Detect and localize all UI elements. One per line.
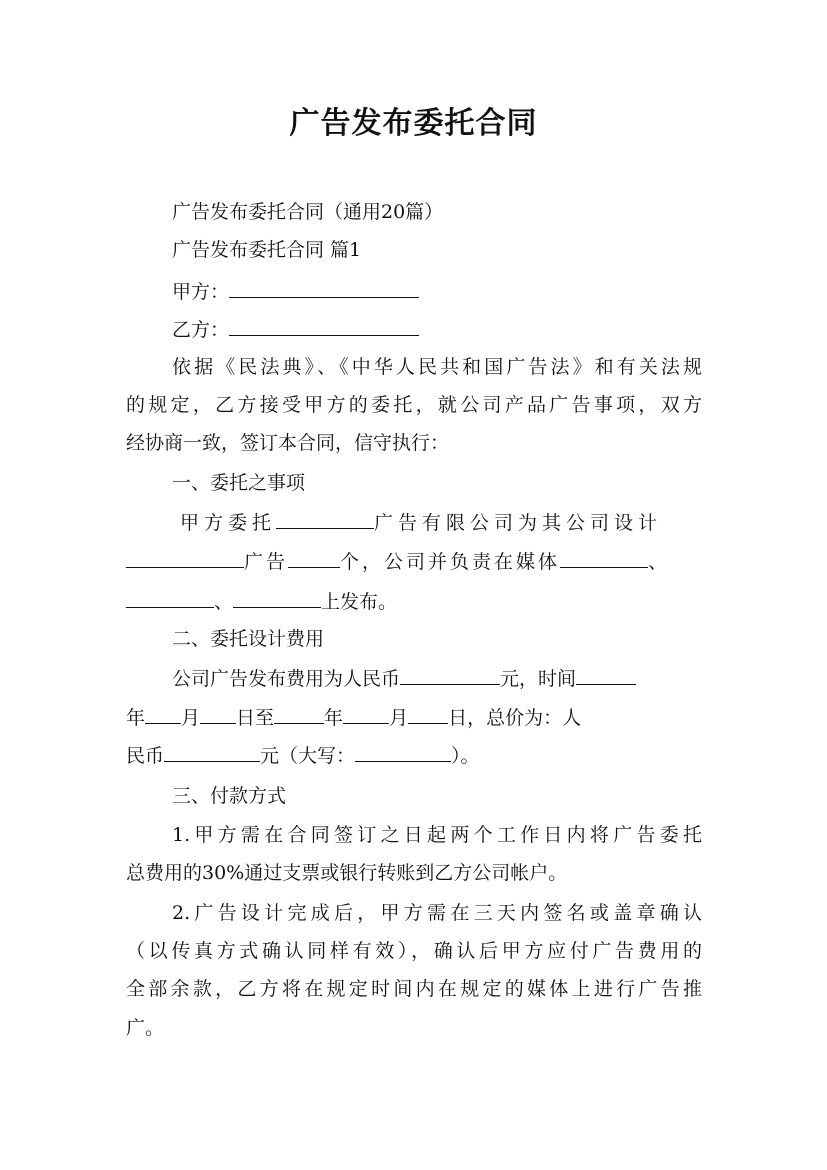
paragraph-line: 2.广告设计完成后，甲方需在三天内签名或盖章确认 — [172, 902, 702, 924]
text-segment: ）。 — [451, 745, 480, 767]
section-heading-1: 广告发布委托合同 篇1 — [172, 239, 362, 261]
fill-blank — [576, 666, 636, 685]
fill-blank — [145, 705, 181, 724]
party-b-label: 乙方： — [172, 319, 230, 341]
party-b-blank — [229, 317, 419, 336]
text-segment: 日至 — [236, 707, 275, 729]
fill-blank — [126, 549, 244, 568]
paragraph-line — [180, 510, 702, 535]
party-a-line — [172, 279, 702, 304]
paragraph-line: 全部余款，乙方将在规定时间内在规定的媒体上进行广告推 — [126, 978, 702, 1000]
paragraph-line: 广。 — [126, 1017, 165, 1039]
document-title: 广告发布委托合同 — [289, 106, 538, 141]
party-a-blank — [229, 279, 419, 298]
text-segment: 甲方委托 — [180, 512, 277, 534]
subtitle-line: 广告发布委托合同（通用20篇） — [172, 201, 444, 223]
text-segment: 月 — [181, 707, 201, 729]
paragraph-line — [126, 549, 702, 574]
text-segment: 日，总价为：人 — [448, 707, 582, 729]
fill-blank — [164, 743, 260, 762]
section-heading: 三、付款方式 — [172, 785, 287, 807]
fill-blank — [408, 705, 448, 724]
paragraph-line: 经协商一致，签订本合同，信守执行： — [126, 432, 450, 454]
text-segment: 民币 — [126, 745, 165, 767]
fill-blank — [400, 666, 500, 685]
fill-blank — [126, 589, 214, 608]
paragraph-line: （以传真方式确认同样有效），确认后甲方应付广告费用的 — [126, 940, 702, 962]
fill-blank — [274, 705, 324, 724]
text-segment: 公司广告发布费用为人民币 — [172, 668, 401, 690]
paragraph-line — [126, 705, 702, 730]
text-segment: 年 — [126, 707, 146, 729]
fill-blank — [233, 589, 321, 608]
text-segment: 广告 — [244, 551, 289, 573]
party-a-label: 甲方： — [172, 281, 230, 303]
text-segment: 、 — [648, 551, 671, 573]
fill-blank — [200, 705, 236, 724]
text-segment: 元，时间 — [500, 668, 577, 690]
section-heading: 二、委托设计费用 — [172, 628, 325, 650]
text-segment: 上发布。 — [321, 591, 398, 613]
fill-blank — [560, 549, 648, 568]
text-segment: 广告有限公司为其公司设计 — [374, 512, 663, 534]
paragraph-line: 1.甲方需在合同签订之日起两个工作日内将广告委托 — [172, 824, 702, 846]
fill-blank — [343, 705, 389, 724]
paragraph-line: 的规定，乙方接受甲方的委托，就公司产品广告事项，双方 — [126, 394, 702, 416]
fill-blank — [355, 743, 451, 762]
text-segment: 年 — [324, 707, 344, 729]
party-b-line — [172, 317, 702, 342]
text-segment: 月 — [389, 707, 409, 729]
fill-blank — [276, 510, 374, 529]
text-segment: 个，公司并负责在媒体 — [340, 551, 561, 573]
section-heading: 一、委托之事项 — [172, 472, 306, 494]
paragraph-line: 依据《民法典》、《中华人民共和国广告法》和有关法规 — [172, 356, 702, 378]
text-segment: 元（大写： — [260, 745, 356, 767]
paragraph-line — [172, 666, 702, 691]
fill-blank — [288, 549, 340, 568]
paragraph-line — [126, 589, 702, 614]
paragraph-line — [126, 743, 702, 768]
paragraph-line: 总费用的30%通过支票或银行转账到乙方公司帐户。 — [126, 862, 568, 884]
text-segment: 、 — [214, 591, 234, 613]
